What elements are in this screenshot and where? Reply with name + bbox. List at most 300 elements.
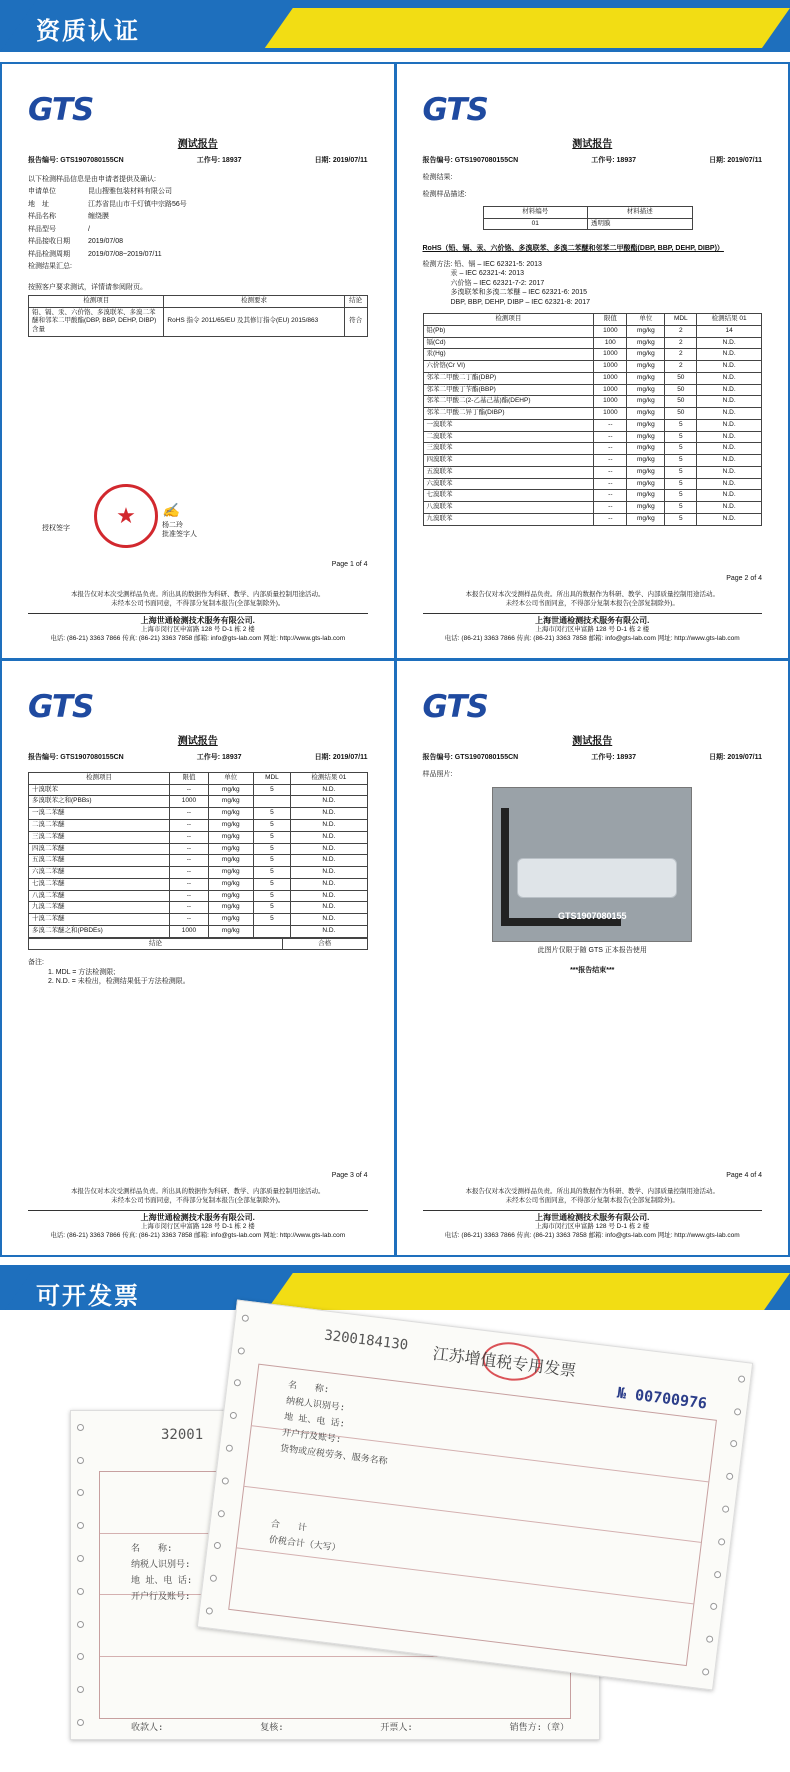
table-cell: 5 (665, 419, 697, 431)
report-page-3 (2, 661, 394, 1255)
table-cell: mg/kg (208, 925, 253, 937)
invoice-labels (131, 1541, 192, 1605)
table-cell: 1000 (594, 325, 627, 337)
methods-list (423, 260, 763, 307)
table-cell: mg/kg (627, 502, 665, 514)
table-cell: 100 (594, 337, 627, 349)
report-page-1 (2, 64, 394, 658)
company-contact: 电话: (86-21) 3363 7866 传真: (86-21) 3363 7858 邮箱: info@gts-lab.com 网址: http://www.gts-lab.com (50, 635, 346, 643)
table-cell: N.D. (291, 784, 367, 796)
table-cell: 5 (253, 890, 291, 902)
table-cell: mg/kg (208, 820, 253, 832)
note-line: 2. N.D. = 未检出，检测结果低于方法检测限。 (48, 978, 190, 986)
table-cell: N.D. (291, 831, 367, 843)
table-cell: 四溴联苯 (423, 455, 594, 467)
table-cell: 5 (253, 878, 291, 890)
table-cell: N.D. (697, 396, 762, 408)
disclaimer: 未经本公司书面同意，不得部分复制本报告(全部复制除外)。 (505, 599, 679, 607)
conclusion-table (28, 938, 368, 951)
report-meta (28, 753, 368, 762)
table-row (29, 784, 368, 796)
table-row (29, 914, 368, 926)
table-cell: -- (594, 490, 627, 502)
table-cell: 符合 (344, 307, 367, 336)
table-row (423, 408, 762, 420)
table-cell: -- (169, 890, 208, 902)
table-cell: mg/kg (627, 490, 665, 502)
table-cell: mg/kg (208, 878, 253, 890)
table-cell: -- (594, 431, 627, 443)
disclaimer: 未经本公司书面同意，不得部分复制本报告(全部复制除外)。 (111, 599, 285, 607)
rohs-title: RoHS（铅、镉、汞、六价铬、多溴联苯、多溴二苯醚和邻苯二甲酸酯(DBP, BBP, DEHP, DIBP)） (422, 245, 724, 253)
table-cell: 50 (665, 372, 697, 384)
table-header: 检测项目 (29, 295, 164, 307)
photo-note: 此图片仅限于随 GTS 正本报告使用 (537, 947, 647, 955)
report-page-2 (397, 64, 789, 658)
table-cell: -- (169, 914, 208, 926)
report-date: 日期: 2019/07/11 (314, 753, 368, 761)
table-cell: 邻苯二甲酸二丁酯(DBP) (423, 372, 594, 384)
field-label: 样品型号 (28, 225, 56, 233)
table-cell: N.D. (697, 372, 762, 384)
field-label: 申请单位 (28, 188, 56, 196)
report-page-4 (397, 661, 789, 1255)
report-footer (28, 560, 368, 644)
report-footer (28, 1171, 368, 1241)
table-cell: 2 (665, 361, 697, 373)
table-cell: 1000 (594, 372, 627, 384)
table-cell: 5 (665, 490, 697, 502)
report-title: 测试报告 (572, 736, 613, 747)
table-cell: N.D. (291, 914, 367, 926)
table-cell: mg/kg (208, 855, 253, 867)
table-cell: 十溴二苯醚 (29, 914, 170, 926)
report-date: 日期: 2019/07/11 (709, 156, 762, 164)
gts-logo: GTS (422, 92, 488, 128)
report-date: 日期: 2019/07/11 (709, 753, 762, 761)
desc-label: 检测样品描述: (422, 191, 467, 199)
table-row (423, 431, 762, 443)
table-row (423, 361, 762, 373)
company-contact: 电话: (86-21) 3363 7866 传真: (86-21) 3363 7858 邮箱: info@gts-lab.com 网址: http://www.gts-lab.com (444, 1232, 740, 1240)
report-number: 报告编号: GTS1907080155CN (422, 156, 519, 164)
invoice-label: 地 址、电 话: (131, 1576, 193, 1586)
table-cell: 1000 (169, 796, 208, 808)
table-header: 结论 (344, 295, 367, 307)
table-row (29, 808, 368, 820)
table-row (29, 902, 368, 914)
table-cell: N.D. (697, 466, 762, 478)
table-cell: -- (594, 513, 627, 525)
table-cell: 八溴联苯 (423, 502, 594, 514)
table-cell: 5 (665, 478, 697, 490)
field-label: 样品检测周期 (28, 250, 70, 258)
table-cell: mg/kg (627, 325, 665, 337)
table-cell: 1000 (594, 396, 627, 408)
report-meta (423, 753, 763, 762)
report-number: 报告编号: GTS1907080155CN (28, 156, 124, 164)
table-header: MDL (253, 772, 291, 784)
page-number: Page 1 of 4 (331, 560, 368, 568)
table-row (423, 490, 762, 502)
table-cell: 九溴二苯醚 (29, 902, 170, 914)
table-cell: 50 (665, 396, 697, 408)
signer-title: 批准签字人 (162, 531, 197, 539)
table-cell: 多溴二苯醚之和(PBDEs) (29, 925, 170, 937)
table-cell: 六价铬(Cr VI) (423, 361, 594, 373)
table-cell: mg/kg (627, 431, 665, 443)
table-cell: 5 (253, 855, 291, 867)
table-row (29, 925, 368, 937)
table-cell: -- (169, 808, 208, 820)
method-line: 汞 – IEC 62321-4: 2013 (450, 270, 525, 278)
table-cell: 5 (665, 502, 697, 514)
table-header: 检测要求 (164, 295, 344, 307)
company-name: 上海世通检测技术服务有限公司. (423, 1210, 763, 1224)
invoice-label: 名 称: (287, 1380, 330, 1396)
table-cell: -- (169, 855, 208, 867)
report-title: 测试报告 (572, 139, 613, 150)
table-cell: N.D. (291, 855, 367, 867)
table-header: 检测结果 01 (291, 772, 367, 784)
film-roll-image (517, 858, 677, 898)
table-cell: -- (594, 443, 627, 455)
table-cell: 14 (697, 325, 762, 337)
company-contact: 电话: (86-21) 3363 7866 传真: (86-21) 3363 7858 邮箱: info@gts-lab.com 网址: http://www.gts-lab.com (444, 635, 740, 643)
section-title: 资质认证 (36, 18, 140, 45)
table-cell: 二溴二苯醚 (29, 820, 170, 832)
table-cell: mg/kg (627, 372, 665, 384)
table-cell: 5 (665, 513, 697, 525)
table-cell: N.D. (291, 890, 367, 902)
table-row (423, 443, 762, 455)
table-cell: N.D. (697, 443, 762, 455)
method-line: 六价铬 – IEC 62321-7-2: 2017 (450, 279, 545, 287)
table-cell: 1000 (594, 384, 627, 396)
gts-logo: GTS (28, 92, 94, 128)
disclaimer: 未经本公司书面同意，不得部分复制本报告(全部复制除外)。 (111, 1196, 285, 1204)
table-cell: mg/kg (627, 361, 665, 373)
field-value: 昆山搜雅包装材料有限公司 (88, 188, 172, 196)
table-cell: mg/kg (208, 843, 253, 855)
invoice-label: 开户行及账号: (131, 1592, 191, 1602)
invoice-label: 货物或应税劳务、服务名称 (279, 1443, 388, 1468)
photo-caption: GTS1907080155 (557, 911, 627, 922)
table-row (29, 831, 368, 843)
invoice-bottom-label: 复核: (260, 1723, 284, 1733)
gts-logo: GTS (28, 689, 94, 725)
table-cell: 5 (253, 902, 291, 914)
company-name: 上海世通检测技术服务有限公司. (423, 613, 763, 627)
work-number: 工作号: 18937 (196, 753, 242, 761)
results-table (423, 313, 763, 526)
disclaimer: 本报告仅对本次受测样品负责。所出具的数据作为科研、教学、内部质量控制用途活动。 (465, 591, 719, 599)
report-footer (423, 1171, 763, 1241)
table-cell: 二溴联苯 (423, 431, 594, 443)
company-address: 上海市闵行区申富路 128 号 D-1 栋 2 楼 (140, 1223, 255, 1231)
table-row (29, 878, 368, 890)
certificate-grid (0, 62, 790, 1257)
table-cell: 一溴联苯 (423, 419, 594, 431)
table-cell: 50 (665, 384, 697, 396)
signer-label: 授权签字 (42, 525, 70, 532)
table-cell: 2 (665, 349, 697, 361)
table-cell: N.D. (697, 419, 762, 431)
table-cell: 邻苯二甲酸丁苄酯(BBP) (423, 384, 594, 396)
field-value: 缠绕膜 (88, 213, 109, 221)
table-row (423, 513, 762, 525)
table-header: 检测项目 (423, 313, 594, 325)
invoice-code: 3200184130 (323, 1327, 409, 1354)
table-cell: N.D. (697, 431, 762, 443)
table-cell: 多溴联苯之和(PBBs) (29, 796, 170, 808)
field-label: 样品名称 (28, 213, 56, 221)
table-row (423, 502, 762, 514)
table-cell: -- (594, 478, 627, 490)
table-cell: mg/kg (208, 902, 253, 914)
field-value: 2019/07/08 (88, 238, 124, 246)
section-banner-certification (0, 0, 790, 52)
table-row (423, 384, 762, 396)
table-cell: 2 (665, 325, 697, 337)
table-header: 单位 (208, 772, 253, 784)
table-cell (253, 796, 291, 808)
table-cell: N.D. (697, 502, 762, 514)
table-cell: N.D. (697, 513, 762, 525)
table-cell: 八溴二苯醚 (29, 890, 170, 902)
table-cell: mg/kg (208, 831, 253, 843)
field-value: / (88, 225, 90, 233)
page-number: Page 4 of 4 (726, 1171, 762, 1179)
report-end: ***报告结束*** (570, 966, 615, 974)
results-table (28, 772, 368, 938)
invoice-title: 江苏增值税专用发票 (431, 1343, 578, 1381)
table-cell: N.D. (291, 902, 367, 914)
table-header: 限值 (594, 313, 627, 325)
table-cell: N.D. (291, 925, 367, 937)
table-cell: -- (169, 843, 208, 855)
invoice-label: 名 称: (131, 1544, 173, 1554)
table-cell: 5 (253, 831, 291, 843)
result-label: 检测结果: (422, 173, 453, 181)
invoice-label: 价税合计（大写） (268, 1535, 342, 1554)
table-cell: mg/kg (627, 349, 665, 361)
company-contact: 电话: (86-21) 3363 7866 传真: (86-21) 3363 7858 邮箱: info@gts-lab.com 网址: http://www.gts-lab.com (50, 1232, 346, 1240)
table-row (423, 325, 762, 337)
material-table (483, 206, 693, 231)
invoice-photo (0, 1310, 790, 1772)
invoice-bottom-label: 收款人: (131, 1723, 164, 1733)
table-cell: -- (594, 419, 627, 431)
table-cell: RoHS 指令 2011/65/EU 及其修订指令(EU) 2015/863 (164, 307, 344, 336)
table-cell: N.D. (291, 820, 367, 832)
report-number: 报告编号: GTS1907080155CN (422, 753, 519, 761)
table-cell: -- (169, 878, 208, 890)
invoice-number: № 00700976 (616, 1383, 708, 1413)
disclaimer: 本报告仅对本次受测样品负责。所出具的数据作为科研、教学、内部质量控制用途活动。 (71, 591, 325, 599)
table-header: 材料编号 (483, 206, 588, 218)
company-address: 上海市闵行区申富路 128 号 D-1 栋 2 楼 (535, 1223, 650, 1231)
report-date: 日期: 2019/07/11 (314, 156, 368, 164)
table-cell: mg/kg (208, 796, 253, 808)
table-cell: 透明膜 (588, 218, 693, 230)
invoice-label: 合 计 (270, 1519, 308, 1534)
page-number: Page 2 of 4 (726, 574, 762, 582)
table-cell: 邻苯二甲酸二(2-乙基己基)酯(DEHP) (423, 396, 594, 408)
field-label: 样品接收日期 (28, 238, 70, 246)
table-row (423, 466, 762, 478)
table-row (423, 337, 762, 349)
disclaimer: 未经本公司书面同意，不得部分复制本报告(全部复制除外)。 (505, 1196, 679, 1204)
summary-note: 按照客户要求测试，详情请参阅附页。 (28, 284, 147, 292)
table-cell: N.D. (697, 349, 762, 361)
table-cell: 七溴联苯 (423, 490, 594, 502)
table-cell: 铅、镉、汞、六价铬、多溴联苯、多溴二苯醚和邻苯二甲酸酯(DBP, BBP, DEHP, DIBP)含量 (29, 307, 164, 336)
table-cell: N.D. (291, 843, 367, 855)
table-cell: mg/kg (627, 513, 665, 525)
method-line: 检测方法: 铅、镉 – IEC 62321-5: 2013 (422, 260, 542, 268)
gts-logo: GTS (422, 689, 488, 725)
field-label: 地 址 (28, 200, 49, 208)
page-number: Page 3 of 4 (331, 1171, 368, 1179)
table-cell: 七溴二苯醚 (29, 878, 170, 890)
invoice-label: 地 址、电 话: (283, 1412, 346, 1430)
table-cell: -- (594, 466, 627, 478)
method-line: DBP, BBP, DEHP, DIBP – IEC 62321-8: 2017 (450, 298, 591, 306)
table-cell: 铅(Pb) (423, 325, 594, 337)
table-cell: mg/kg (627, 455, 665, 467)
red-seal-icon: ★ (94, 484, 158, 548)
table-cell: 汞(Hg) (423, 349, 594, 361)
table-cell: N.D. (697, 455, 762, 467)
table-cell: N.D. (291, 796, 367, 808)
work-number: 工作号: 18937 (591, 753, 637, 761)
table-header: MDL (665, 313, 697, 325)
table-cell: 5 (253, 808, 291, 820)
report-meta (423, 156, 763, 165)
table-cell: mg/kg (627, 396, 665, 408)
table-cell: 四溴二苯醚 (29, 843, 170, 855)
company-address: 上海市闵行区申富路 128 号 D-1 栋 2 楼 (535, 626, 650, 634)
work-number: 工作号: 18937 (591, 156, 637, 164)
table-cell: mg/kg (208, 914, 253, 926)
table-cell: -- (594, 455, 627, 467)
report-title: 测试报告 (177, 736, 218, 747)
table-cell: 一溴二苯醚 (29, 808, 170, 820)
table-row (29, 796, 368, 808)
table-cell: 2 (665, 337, 697, 349)
field-value: 江苏省昆山市千灯镇中宗路56号 (88, 200, 187, 208)
table-row (29, 890, 368, 902)
invoice-front (197, 1300, 753, 1691)
table-cell: 5 (665, 455, 697, 467)
table-cell: 十溴联苯 (29, 784, 170, 796)
invoice-label: 纳税人识别号: (285, 1396, 346, 1414)
table-cell: N.D. (697, 384, 762, 396)
table-header: 限值 (169, 772, 208, 784)
table-cell: 5 (253, 867, 291, 879)
company-address: 上海市闵行区申富路 128 号 D-1 栋 2 楼 (140, 626, 255, 634)
photo-label: 样品照片: (422, 770, 453, 778)
table-row (423, 349, 762, 361)
table-cell: 三溴二苯醚 (29, 831, 170, 843)
invoice-code: 32001 (161, 1427, 204, 1443)
table-cell: 五溴二苯醚 (29, 855, 170, 867)
table-header: 材料描述 (588, 206, 693, 218)
table-cell: 五溴联苯 (423, 466, 594, 478)
table-cell: mg/kg (627, 337, 665, 349)
table-header: 检测项目 (29, 772, 170, 784)
table-cell: N.D. (697, 490, 762, 502)
signature-block: ✍ 杨二玲 批准签字人 (162, 503, 197, 539)
table-row (423, 372, 762, 384)
table-row (423, 396, 762, 408)
table-cell: 5 (253, 843, 291, 855)
signer-name: 杨二玲 (162, 521, 183, 529)
summary-table (28, 295, 368, 337)
table-cell: mg/kg (627, 478, 665, 490)
company-name: 上海世通检测技术服务有限公司. (28, 613, 368, 627)
table-row (29, 820, 368, 832)
table-cell: 1000 (594, 408, 627, 420)
table-header: 单位 (627, 313, 665, 325)
table-cell: 六溴二苯醚 (29, 867, 170, 879)
conclusion-value: 合格 (282, 938, 367, 950)
note-line: 1. MDL = 方法检测限; (48, 968, 116, 976)
table-row (423, 419, 762, 431)
table-cell: 5 (253, 820, 291, 832)
section-title: 可开发票 (36, 1283, 140, 1310)
report-title: 测试报告 (177, 139, 218, 150)
table-cell: mg/kg (208, 808, 253, 820)
invoice-label: 开户行及账号: (281, 1428, 342, 1446)
table-cell: mg/kg (627, 443, 665, 455)
table-cell: 九溴联苯 (423, 513, 594, 525)
table-cell: N.D. (291, 808, 367, 820)
intro-text: 以下检测样品信息是由申请者提供及确认: (28, 175, 156, 183)
table-row (29, 867, 368, 879)
table-cell: 5 (665, 443, 697, 455)
invoice-bottom (131, 1720, 569, 1733)
table-cell: mg/kg (208, 890, 253, 902)
table-cell: 邻苯二甲酸二异丁酯(DIBP) (423, 408, 594, 420)
table-cell: -- (169, 867, 208, 879)
invoice-bottom-label: 开票人: (380, 1723, 413, 1733)
report-meta (28, 156, 368, 165)
table-cell: mg/kg (627, 419, 665, 431)
table-cell: N.D. (291, 867, 367, 879)
table-header: 检测结果 01 (697, 313, 762, 325)
table-cell: 50 (665, 408, 697, 420)
table-cell (253, 925, 291, 937)
table-cell: N.D. (697, 478, 762, 490)
table-cell: mg/kg (627, 466, 665, 478)
table-cell: 镉(Cd) (423, 337, 594, 349)
table-cell: mg/kg (627, 384, 665, 396)
notes-label: 备注: (28, 959, 44, 967)
table-cell: mg/kg (208, 784, 253, 796)
table-cell: 1000 (594, 361, 627, 373)
notes (28, 958, 368, 986)
table-cell: 01 (483, 218, 588, 230)
method-line: 多溴联苯和多溴二苯醚 – IEC 62321-6: 2015 (450, 289, 588, 297)
table-cell: -- (169, 902, 208, 914)
table-cell: -- (169, 831, 208, 843)
table-cell: N.D. (697, 337, 762, 349)
invoice-bottom-label: 销售方:（章） (509, 1723, 569, 1733)
invoice-label: 纳税人识别号: (131, 1560, 191, 1570)
table-row (423, 478, 762, 490)
